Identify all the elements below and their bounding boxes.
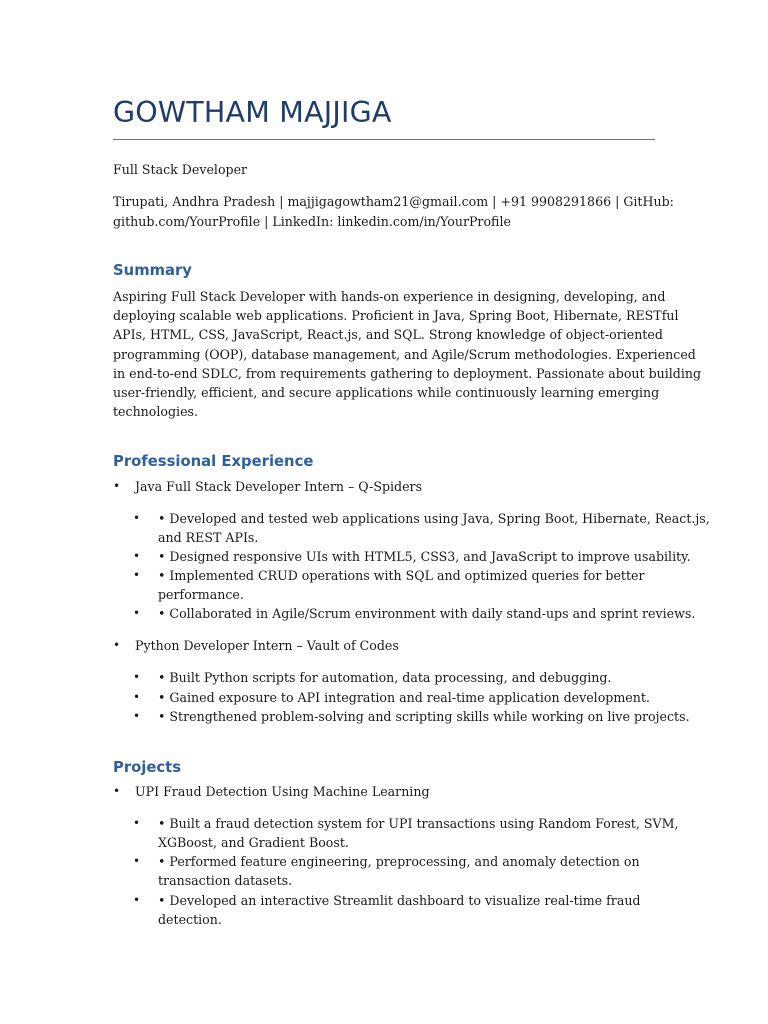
summary-line: APIs, HTML, CSS, JavaScript, React.js, and SQL. Strong knowledge of object-oriented (113, 327, 663, 343)
bullet-icon: • (133, 549, 141, 563)
summary-heading: Summary (113, 262, 192, 279)
experience-heading: Professional Experience (113, 453, 314, 470)
contact-line: github.com/YourProfile | LinkedIn: linkedin.com/in/YourProfile (113, 213, 511, 229)
list-item (133, 604, 696, 623)
bullet-text: and REST APIs. (158, 530, 259, 545)
summary-line: deploying scalable web applications. Proficient in Java, Spring Boot, Hibernate, RESTful (113, 308, 679, 324)
list-item (133, 852, 673, 890)
list-item (133, 688, 673, 707)
bullet-text: • Developed and tested web applications using Java, Spring Boot, Hibernate, React.js, (158, 511, 710, 526)
summary-line: user-friendly, efficient, and secure applications while continuously learning emerging (113, 385, 660, 401)
contact-line: Tirupati, Andhra Pradesh | majjigagowtham21@gmail.com | +91 9908291866 | GitHub: (113, 194, 674, 209)
job-title: Full Stack Developer (113, 162, 248, 177)
bullet-text: • Built a fraud detection system for UPI transactions using Random Forest, SVM, (158, 816, 679, 831)
bullet-icon: • (133, 690, 141, 704)
summary-line: Aspiring Full Stack Developer with hands-on experience in designing, developing, and (113, 289, 666, 304)
list-item (133, 668, 673, 687)
bullet-text: • Strengthened problem-solving and scripting skills while working on live projects. (158, 709, 690, 724)
bullet-icon: • (133, 816, 141, 830)
bullet-icon: • (133, 854, 141, 868)
bullet-text: transaction datasets. (158, 873, 293, 888)
candidate-name: GOWTHAM MAJJIGA (113, 96, 392, 129)
bullet-text: • Built Python scripts for automation, data processing, and debugging. (158, 670, 612, 685)
list-item (133, 891, 673, 929)
summary-line: programming (OOP), database management, and Agile/Scrum methodologies. Experienced (113, 346, 696, 362)
summary-text (113, 287, 702, 421)
bullet-icon: • (133, 568, 141, 582)
project-title: UPI Fraud Detection Using Machine Learning (135, 784, 430, 799)
bullet-icon: • (113, 479, 121, 493)
bullet-text: XGBoost, and Gradient Boost. (158, 835, 349, 850)
bullet-icon: • (133, 670, 141, 684)
list-item (133, 707, 690, 726)
bullet-text: • Performed feature engineering, preprocessing, and anomaly detection on (158, 854, 640, 869)
list-item (133, 814, 679, 852)
bullet-icon: • (113, 784, 121, 798)
summary-line: technologies. (113, 404, 198, 420)
bullet-icon: • (113, 638, 121, 652)
bullet-text: detection. (158, 912, 222, 927)
list-item (133, 509, 710, 547)
bullet-icon: • (133, 893, 141, 907)
contact-info (113, 192, 674, 231)
job-title-entry: Java Full Stack Developer Intern – Q-Spiders (135, 479, 423, 494)
list-item (133, 547, 691, 566)
bullet-text: • Collaborated in Agile/Scrum environment with daily stand-ups and sprint reviews. (158, 606, 696, 621)
bullet-text: performance. (158, 587, 244, 602)
bullet-text: • Implemented CRUD operations with SQL and optimized queries for better (158, 568, 645, 583)
bullet-icon: • (133, 709, 141, 723)
summary-line: in end-to-end SDLC, from requirements gathering to deployment. Passionate about building (113, 365, 702, 381)
bullet-icon: • (133, 511, 141, 525)
bullet-text: • Gained exposure to API integration and real-time application development. (158, 690, 650, 705)
bullet-text: • Designed responsive UIs with HTML5, CSS3, and JavaScript to improve usability. (158, 549, 691, 564)
bullet-text: • Developed an interactive Streamlit dashboard to visualize real-time fraud (158, 893, 641, 908)
bullet-icon: • (133, 606, 141, 620)
job-title-entry: Python Developer Intern – Vault of Codes (135, 638, 399, 653)
list-item (133, 566, 673, 604)
header-divider (113, 139, 655, 140)
projects-heading: Projects (113, 759, 182, 776)
